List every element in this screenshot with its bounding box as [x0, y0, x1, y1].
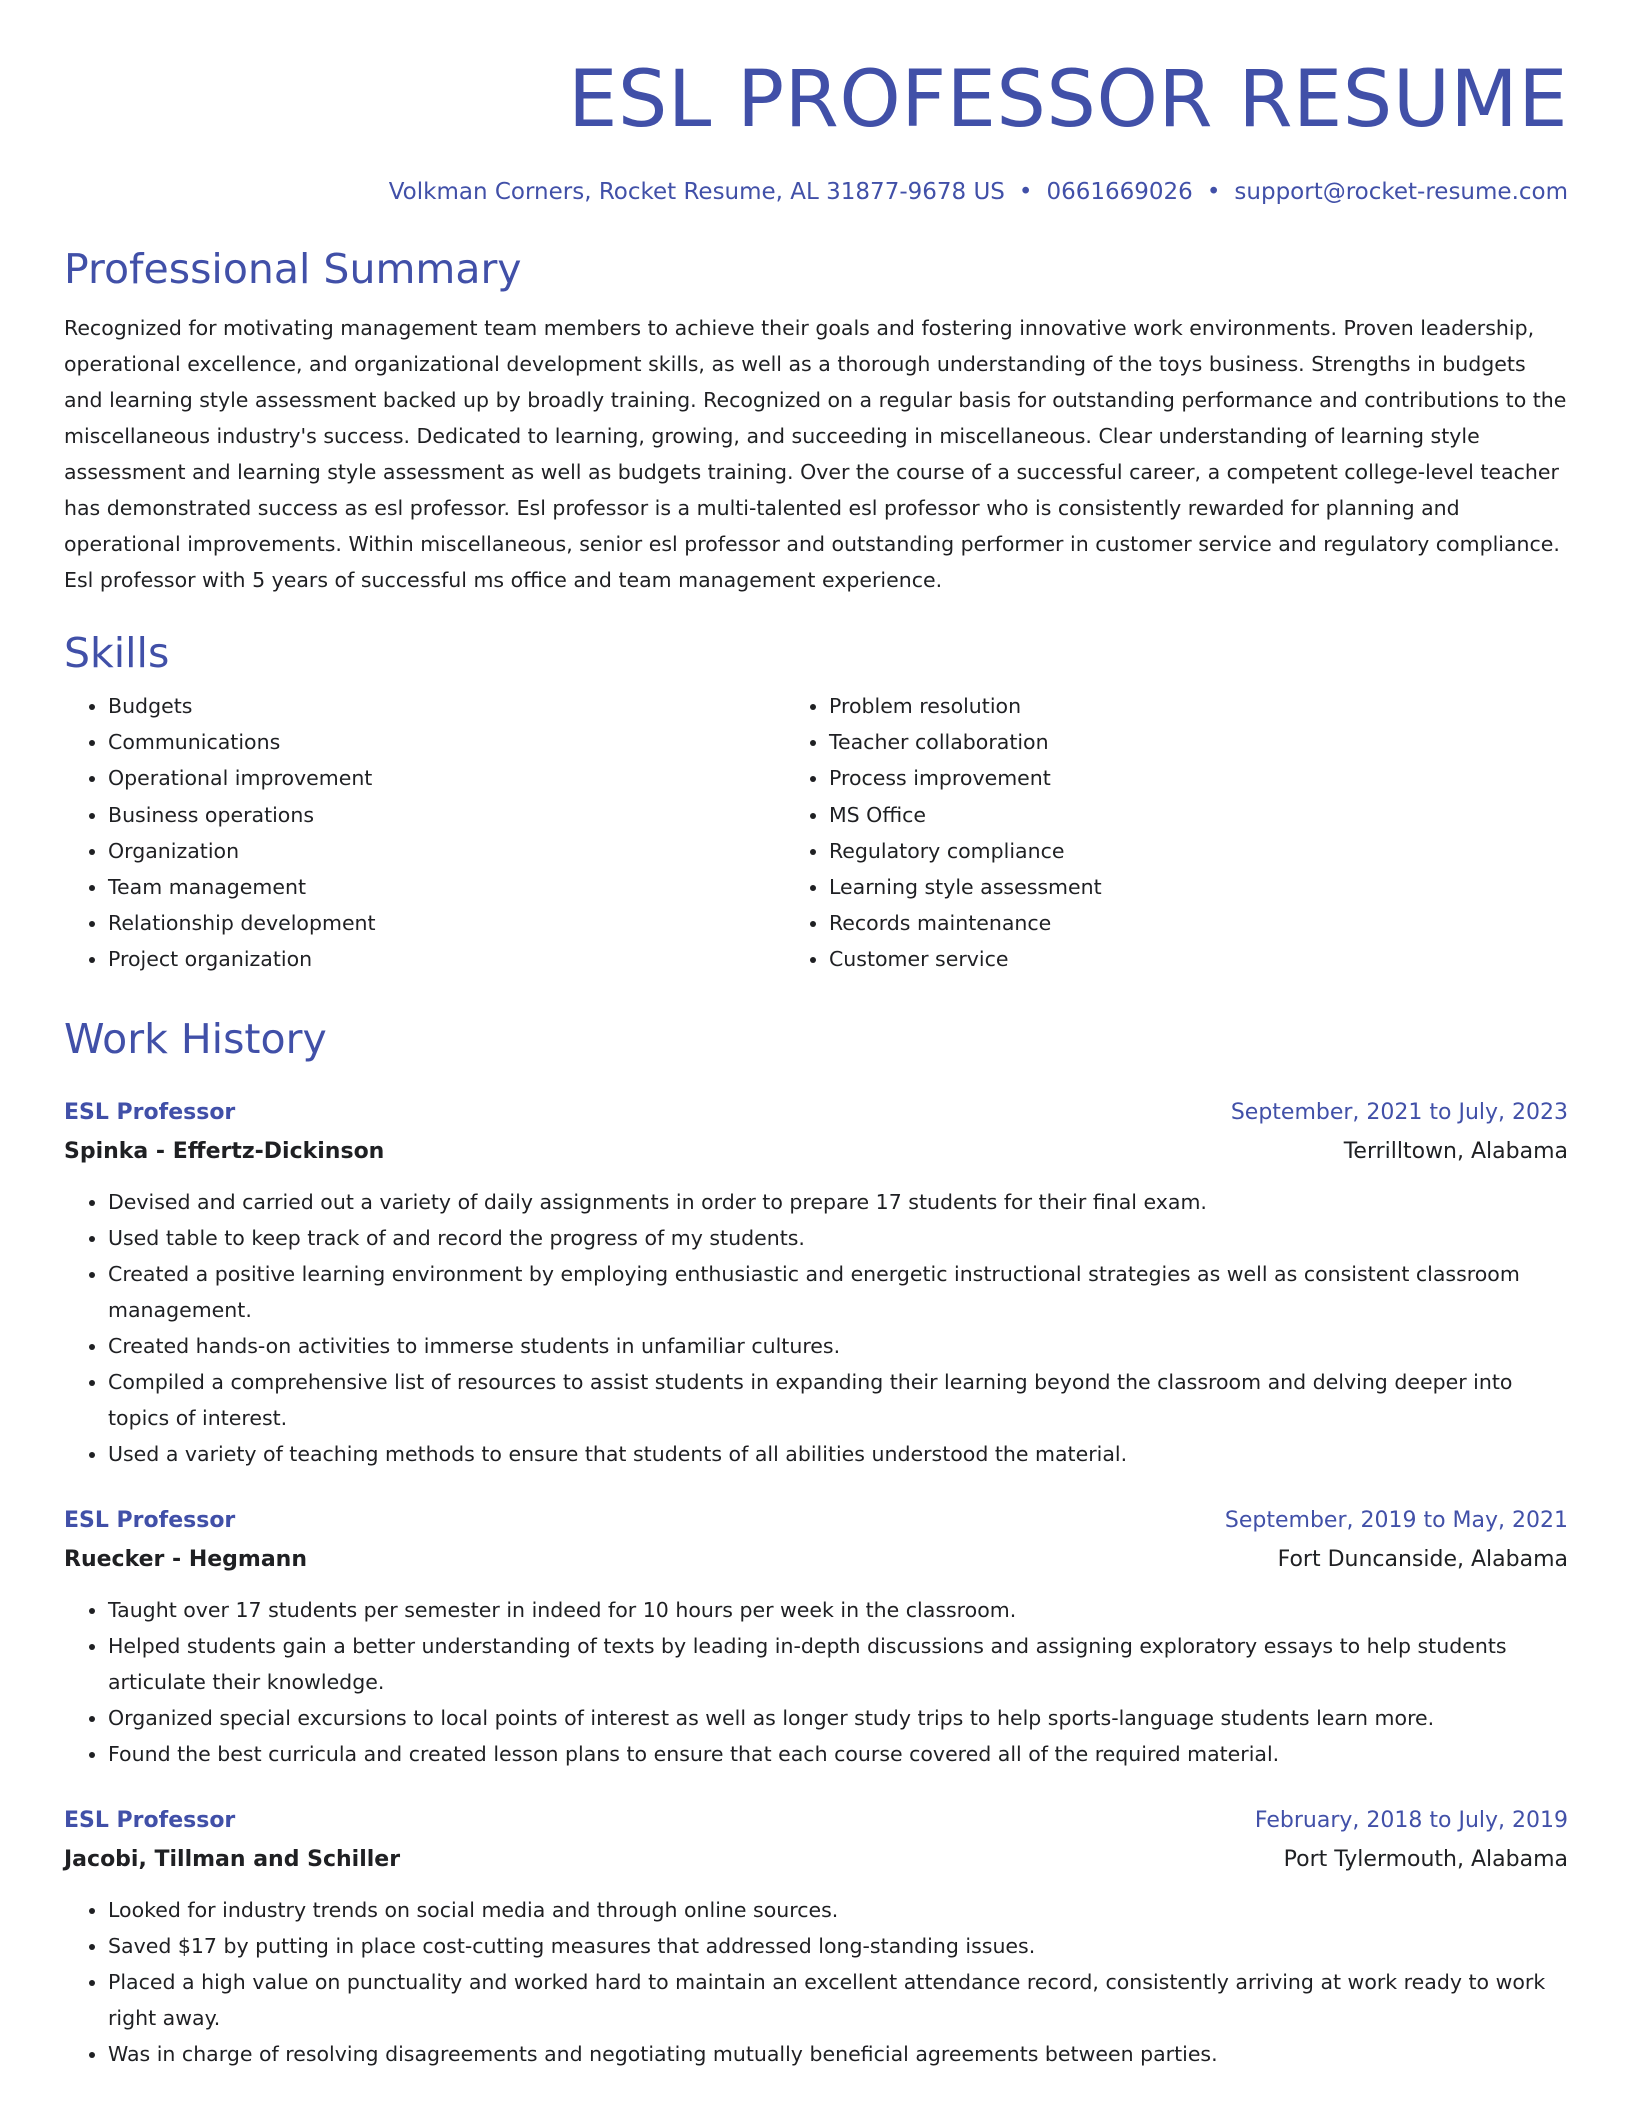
job-bullet: • Used a variety of teaching methods to ensure that students of all abilities understood the material.	[108, 1436, 1568, 1472]
skill-item: • Operational improvement	[108, 760, 785, 796]
job-bullets	[64, 1592, 1568, 1772]
job-header-row	[64, 1502, 1568, 1540]
contact-separator: •	[1018, 179, 1033, 205]
job-title: ESL Professor	[64, 1507, 236, 1533]
job-entry	[64, 1094, 1568, 1472]
resume-header	[64, 0, 1568, 208]
skill-item: • Regulatory compliance	[829, 833, 1568, 869]
job-company: Spinka - Effertz-Dickinson	[64, 1138, 385, 1164]
skill-item: • Project organization	[108, 941, 785, 977]
skill-item: • Business operations	[108, 797, 785, 833]
resume-page	[64, 0, 1568, 2072]
contact-address: Volkman Corners, Rocket Resume, AL 31877-9678 US	[388, 179, 1005, 205]
job-dates: September, 2021 to July, 2023	[1230, 1099, 1568, 1125]
job-title: ESL Professor	[64, 1099, 236, 1125]
job-bullets	[64, 1892, 1568, 2072]
skill-item: • Process improvement	[829, 760, 1568, 796]
resume-title: ESL PROFESSOR RESUME	[568, 55, 1568, 145]
skills-list	[64, 688, 1568, 978]
job-company-row	[64, 1132, 1568, 1172]
job-entry	[64, 1802, 1568, 2072]
job-bullet: • Organized special excursions to local points of interest as well as longer study trips to help sports-language students learn more.	[108, 1700, 1568, 1736]
summary-text: Recognized for motivating management team members to achieve their goals and fostering innovative work environments. Proven leadership, operational excellence, and organizational development skills, as well as a thorough understanding of the toys business. Strengths in budgets and learning style assessment backed up by broadly training. Recognized on a regular basis for outstanding performance and contributions to the miscellaneous industry's success. Dedicated to learning, growing, and succeeding in miscellaneous. Clear understanding of learning style assessment and learning style assessment as well as budgets training. Over the course of a successful career, a competent college-level teacher has demonstrated success as esl professor. Esl professor is a multi-talented esl professor who is consistently rewarded for planning and operational improvements. Within miscellaneous, senior esl professor and outstanding performer in customer service and regulatory compliance. Esl professor with 5 years of successful ms office and team management experience.	[64, 316, 1567, 592]
job-company-row	[64, 1540, 1568, 1580]
job-bullet: • Created a positive learning environment by employing enthusiastic and energetic instructional strategies as well as consistent classroom management.	[108, 1256, 1568, 1328]
skill-item: • Teacher collaboration	[829, 724, 1568, 760]
job-bullet: • Placed a high value on punctuality and worked hard to maintain an excellent attendance record, consistently arriving at work ready to work right away.	[108, 1964, 1568, 2036]
skill-item: • Communications	[108, 724, 785, 760]
skill-item: • Problem resolution	[829, 688, 1568, 724]
job-bullet: • Helped students gain a better understanding of texts by leading in-depth discussions and assigning exploratory essays to help students articulate their knowledge.	[108, 1628, 1568, 1700]
job-company: Ruecker - Hegmann	[64, 1546, 307, 1572]
job-location: Fort Duncanside, Alabama	[1277, 1546, 1568, 1572]
work-history-heading: Work History	[64, 1014, 327, 1063]
skill-item: • Organization	[108, 833, 785, 869]
job-header-row	[64, 1802, 1568, 1840]
job-bullet: • Used table to keep track of and record the progress of my students.	[108, 1220, 1568, 1256]
skill-item: • Customer service	[829, 941, 1568, 977]
job-bullets	[64, 1184, 1568, 1472]
job-bullet: • Was in charge of resolving disagreements and negotiating mutually beneficial agreements between parties.	[108, 2036, 1568, 2072]
job-dates: February, 2018 to July, 2019	[1254, 1807, 1568, 1833]
skills-column-right	[785, 688, 1568, 978]
job-location: Terrilltown, Alabama	[1343, 1138, 1568, 1164]
job-bullet: • Saved $17 by putting in place cost-cutting measures that addressed long-standing issues.	[108, 1928, 1568, 1964]
job-location: Port Tylermouth, Alabama	[1283, 1846, 1568, 1872]
contact-separator: •	[1206, 179, 1221, 205]
job-bullet: • Looked for industry trends on social media and through online sources.	[108, 1892, 1568, 1928]
job-entry	[64, 1502, 1568, 1772]
skills-column-left	[64, 688, 785, 978]
skills-heading: Skills	[64, 629, 170, 677]
job-bullet: • Found the best curricula and created lesson plans to ensure that each course covered all of the required material.	[108, 1736, 1568, 1772]
skill-item: • Budgets	[108, 688, 785, 724]
contact-line	[64, 176, 1568, 208]
job-bullet: • Created hands-on activities to immerse students in unfamiliar cultures.	[108, 1328, 1568, 1364]
job-header-row	[64, 1094, 1568, 1132]
skill-item: • Team management	[108, 869, 785, 905]
skill-item: • Learning style assessment	[829, 869, 1568, 905]
contact-email: support@rocket-resume.com	[1234, 179, 1568, 205]
skill-item: • Relationship development	[108, 905, 785, 941]
skill-item: • MS Office	[829, 797, 1568, 833]
contact-phone: 0661669026	[1046, 179, 1193, 205]
job-company-row	[64, 1840, 1568, 1880]
job-company: Jacobi, Tillman and Schiller	[64, 1846, 401, 1872]
job-bullet: • Compiled a comprehensive list of resources to assist students in expanding their learning beyond the classroom and delving deeper into topics of interest.	[108, 1364, 1568, 1436]
summary-heading: Professional Summary	[64, 245, 522, 293]
skill-item: • Records maintenance	[829, 905, 1568, 941]
job-bullet: • Devised and carried out a variety of daily assignments in order to prepare 17 students for their final exam.	[108, 1184, 1568, 1220]
job-title: ESL Professor	[64, 1807, 236, 1833]
job-bullet: • Taught over 17 students per semester in indeed for 10 hours per week in the classroom.	[108, 1592, 1568, 1628]
job-dates: September, 2019 to May, 2021	[1224, 1507, 1568, 1533]
